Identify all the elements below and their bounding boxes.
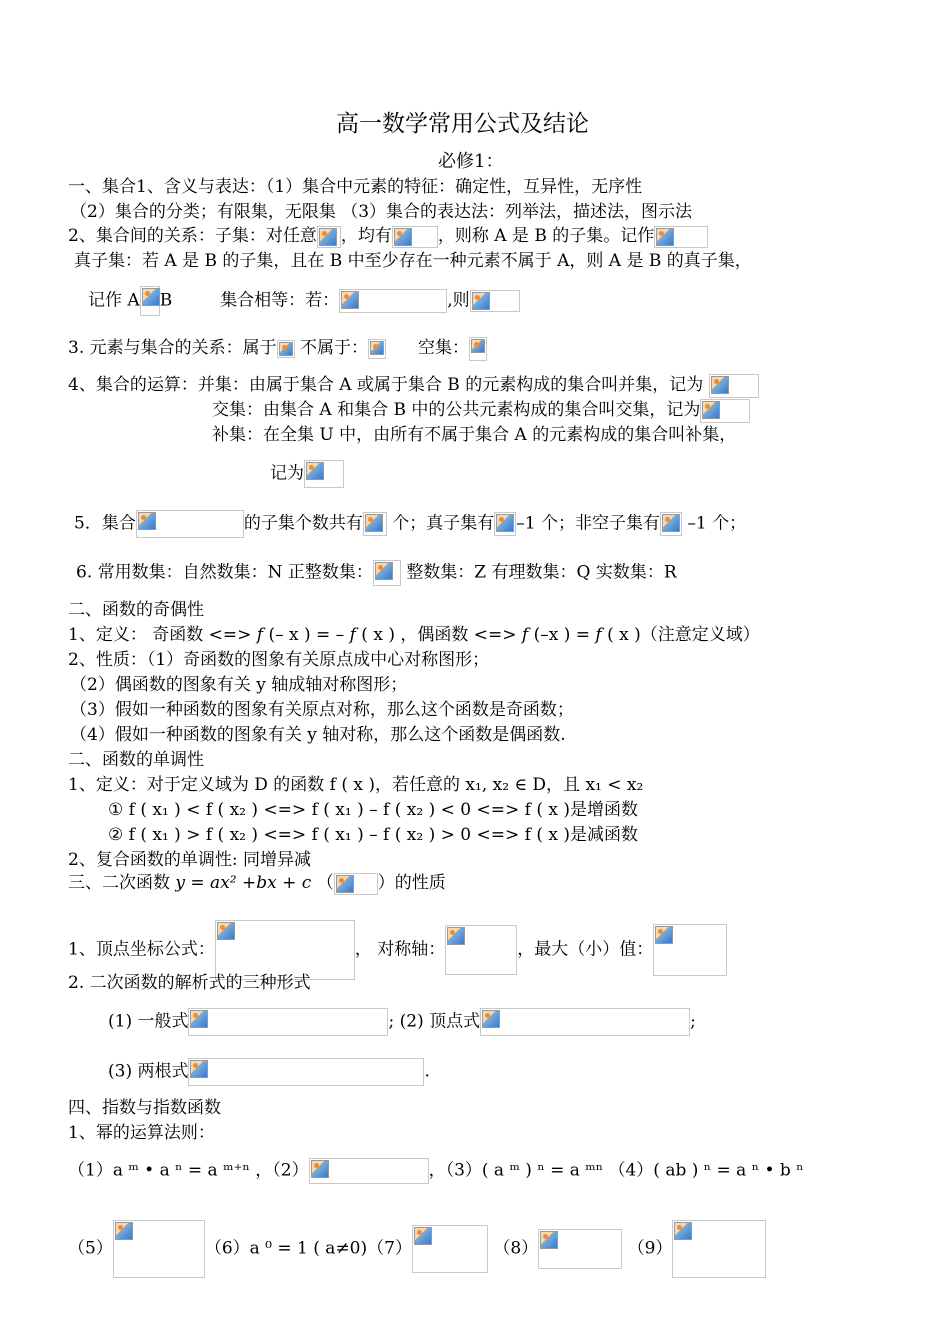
parity-def-c: (– x ) = – (263, 625, 350, 645)
subset-count-text-e: –1 个； (687, 513, 747, 534)
subset-count-text-d: –1 个；非空子集有 (516, 513, 660, 534)
image-icon (311, 1160, 329, 1178)
composite-monotonicity: 2、复合函数的单调性: 同增异减 (68, 850, 311, 870)
power-rule-text-a: （1）a ᵐ • a ⁿ = a ᵐ⁺ⁿ ，（2） (68, 1160, 309, 1181)
image-icon (138, 512, 156, 530)
image-icon (341, 291, 359, 309)
image-icon (336, 875, 354, 893)
formula-image-placeholder (188, 1058, 424, 1086)
formula-image-placeholder (140, 286, 160, 316)
quadratic-heading-c: （ (311, 873, 334, 893)
parity-def-f2: f (349, 625, 356, 645)
intersection-text: 交集：由集合 A 和集合 B 中的公共元素构成的集合叫交集，记为 (212, 400, 701, 420)
image-icon (414, 1227, 432, 1245)
subset-count-text-b: 的子集个数共有 (243, 513, 363, 534)
power-rules-line-2 (68, 1220, 766, 1278)
monotonicity-definition: 1、定义：对于定义域为 D 的函数 f ( x )，若任意的 x₁, x₂ ∈ D，且 x₁ < x₂ (68, 775, 644, 795)
intersection-line (212, 398, 750, 423)
complement-notation-line (270, 460, 344, 488)
image-icon (190, 1010, 208, 1028)
formula-image-placeholder (412, 1225, 488, 1273)
vertex-form-text: ; (2) 顶点式 (388, 1011, 481, 1032)
formula-image-placeholder (363, 512, 387, 536)
not-belongs-text: 不属于： (300, 338, 369, 358)
formula-image-placeholder (334, 873, 378, 895)
parity-def-e: ( x ) ，偶函数 <=> (355, 625, 522, 645)
set-definition-line: 一、集合1、含义与表达：（1）集合中元素的特征：确定性，互异性，无序性 (68, 177, 643, 197)
image-icon (365, 514, 383, 532)
proper-subset-line: 真子集：若 A 是 B 的子集，且在 B 中至少存在一种元素不属于 A，则 A 是 B 的真子集， (74, 251, 752, 271)
image-icon (190, 1060, 208, 1078)
proper-subset-notation-b: B (159, 290, 173, 311)
set-classification-line: （2）集合的分类；有限集，无限集 （3）集合的表达法：列举法，描述法，图示法 (70, 202, 693, 222)
image-icon (217, 922, 235, 940)
formula-image-placeholder (309, 1158, 429, 1184)
axis-text: ， 对称轴： (354, 939, 446, 960)
formula-image-placeholder (339, 289, 447, 313)
quadratic-heading-a: 三、二次函数 (68, 873, 176, 893)
union-text: 4、集合的运算：并集：由属于集合 A 或属于集合 B 的元素构成的集合叫并集，记为 (68, 375, 704, 395)
power-rule-8: （8） (493, 1238, 539, 1259)
quadratic-forms-heading: 2. 二次函数的解析式的三种形式 (68, 973, 311, 993)
vertex-text: 1、顶点坐标公式： (68, 939, 215, 960)
image-icon (472, 292, 490, 310)
parity-property-4: （4）假如一种函数的图象有关 y 轴对称，那么这个函数是偶函数. (70, 725, 566, 745)
belongs-text: 3. 元素与集合的关系：属于 (68, 338, 277, 358)
set-equality-text: 集合相等：若： (220, 290, 340, 311)
formula-image-placeholder (392, 226, 438, 248)
number-sets-text-a: 6. 常用数集：自然数集：N 正整数集： (76, 562, 373, 583)
parity-property-1: 2、性质：（1）奇函数的图象有关原点成中心对称图形； (68, 650, 490, 670)
element-relation-line (68, 336, 487, 361)
set-equality-then: ,则 (447, 290, 470, 311)
power-rule-9: （9） (627, 1238, 673, 1259)
formula-image-placeholder (654, 226, 708, 248)
vertex-form-end: ; (690, 1011, 696, 1032)
empty-set-text: 空集： (418, 338, 470, 358)
quadratic-heading-d: ）的性质 (377, 873, 446, 893)
general-form-text: (1) 一般式 (108, 1011, 189, 1032)
monotonicity-heading: 二、函数的单调性 (68, 750, 204, 770)
formula-image-placeholder (660, 512, 682, 536)
formula-image-placeholder (480, 1008, 690, 1036)
parity-def-i: ( x )（注意定义域） (601, 625, 760, 645)
formula-image-placeholder (136, 510, 244, 538)
image-icon (496, 514, 514, 532)
subset-count-text-c: 个；真子集有 (392, 513, 495, 534)
subset-text-b: ，均有 (340, 226, 392, 246)
parity-heading: 二、函数的奇偶性 (68, 600, 204, 620)
formula-image-placeholder (700, 399, 750, 423)
image-icon (115, 1222, 133, 1240)
quadratic-heading (68, 871, 446, 895)
page-subtitle: 必修1： (438, 151, 504, 172)
formula-image-placeholder (494, 512, 516, 536)
image-icon (447, 927, 465, 945)
power-rules-line-1 (68, 1158, 804, 1184)
image-icon (306, 462, 324, 480)
power-rules-heading: 1、幂的运算法则： (68, 1123, 215, 1143)
quadratic-formula: y = ax² +bx + c (175, 873, 312, 893)
formula-image-placeholder (709, 374, 759, 398)
set-equality-line (88, 286, 520, 316)
parity-def-a: 1、定义： 奇函数 <=> (68, 625, 257, 645)
exponent-heading: 四、指数与指数函数 (68, 1098, 221, 1118)
parity-definition-line (68, 623, 760, 647)
image-icon (482, 1010, 500, 1028)
image-icon (370, 341, 384, 355)
formula-image-placeholder (469, 337, 487, 361)
subset-count-text-a: 5．集合 (74, 513, 136, 534)
image-icon (471, 339, 485, 353)
image-icon (540, 1231, 558, 1249)
formula-image-placeholder (317, 226, 341, 248)
image-icon (394, 228, 412, 246)
proper-subset-notation-a: 记作 A (88, 290, 140, 311)
image-icon (702, 401, 720, 419)
parity-def-g: (–x ) = (528, 625, 596, 645)
number-sets-line (76, 560, 677, 586)
formula-image-placeholder (373, 560, 401, 586)
subset-count-line (74, 510, 746, 538)
number-sets-text-b: 整数集：Z 有理数集：Q 实数集：R (406, 562, 677, 583)
image-icon (656, 228, 674, 246)
page-title: 高一数学常用公式及结论 (336, 111, 589, 137)
image-icon (142, 288, 160, 306)
power-rule-text-b: ，（3）( a ᵐ ) ⁿ = a ᵐⁿ （4）( ab ) ⁿ = a ⁿ • b ⁿ (428, 1160, 804, 1181)
root-form-end: . (424, 1061, 430, 1082)
image-icon (279, 342, 293, 356)
formula-image-placeholder (277, 340, 295, 358)
decreasing-condition: ② f ( x₁ ) > f ( x₂ ) <=> f ( x₁ ) – f ( x₂ ) > 0 <=> f ( x )是减函数 (108, 825, 638, 845)
complement-line: 补集：在全集 U 中，由所有不属于集合 A 的元素构成的集合叫补集， (212, 425, 737, 445)
power-rule-5: （5） (68, 1238, 113, 1259)
parity-property-3: （3）假如一种函数的图象有关原点对称，那么这个函数是奇函数； (70, 700, 574, 720)
parity-def-f4: f (595, 625, 602, 645)
formula-image-placeholder (368, 339, 386, 359)
general-vertex-form-line (108, 1008, 696, 1036)
formula-image-placeholder (445, 925, 517, 975)
image-icon (375, 562, 393, 580)
formula-image-placeholder (470, 290, 520, 312)
image-icon (711, 376, 729, 394)
formula-image-placeholder (653, 924, 727, 976)
formula-image-placeholder (304, 460, 344, 488)
root-form-text: (3) 两根式 (108, 1061, 189, 1082)
complement-notation-text: 记为 (270, 463, 304, 484)
power-rule-6-7: （6）a ⁰ = 1 ( a≠0)（7） (204, 1238, 412, 1259)
union-line (68, 373, 759, 398)
extremum-text: ，最大（小）值： (517, 939, 654, 960)
subset-text-c: ，则称 A 是 B 的子集。记作 (437, 226, 655, 246)
parity-def-f1: f (256, 625, 264, 645)
formula-image-placeholder (113, 1220, 205, 1278)
parity-def-f3: f (521, 625, 529, 645)
image-icon (674, 1222, 692, 1240)
subset-text-a: 2、集合间的关系：子集：对任意 (68, 226, 317, 246)
formula-image-placeholder (538, 1229, 622, 1269)
image-icon (662, 514, 680, 532)
subset-line (68, 224, 708, 248)
root-form-line (108, 1058, 430, 1086)
formula-image-placeholder (672, 1220, 766, 1278)
increasing-condition: ① f ( x₁ ) < f ( x₂ ) <=> f ( x₁ ) – f ( x₂ ) < 0 <=> f ( x )是增函数 (108, 800, 638, 820)
image-icon (655, 926, 673, 944)
parity-property-2: （2）偶函数的图象有关 y 轴成轴对称图形； (70, 675, 408, 695)
image-icon (319, 228, 337, 246)
formula-image-placeholder (188, 1008, 388, 1036)
